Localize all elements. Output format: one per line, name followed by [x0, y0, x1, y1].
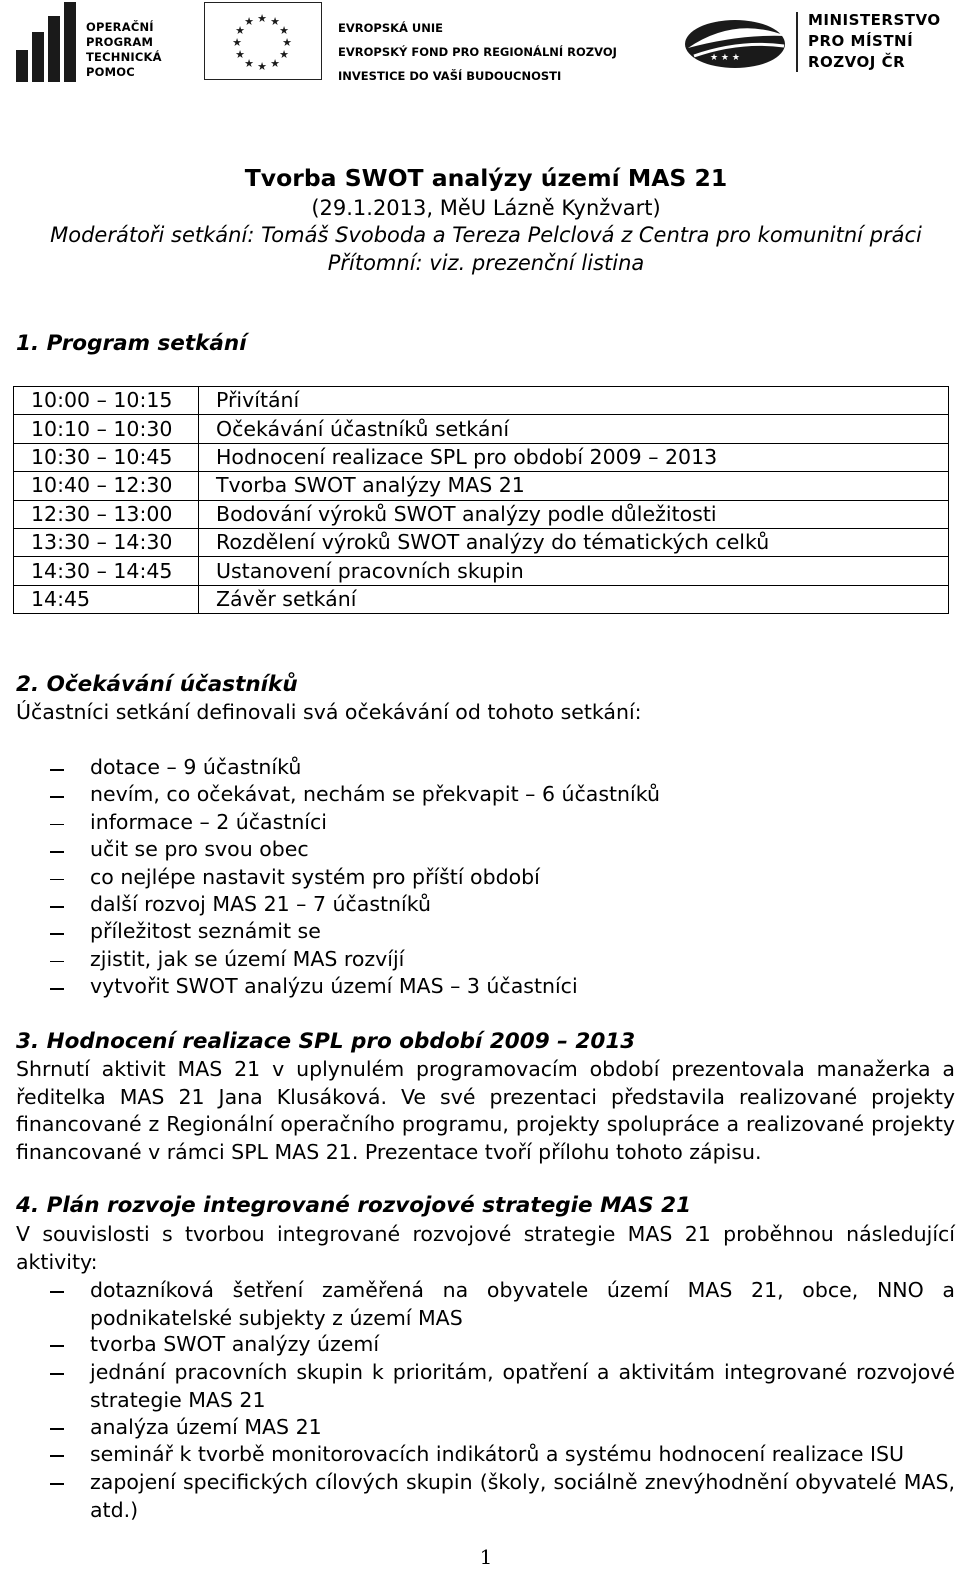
list-item: vytvořit SWOT analýzu území MAS – 3 účastníci: [90, 974, 578, 999]
list-item: nevím, co očekávat, nechám se překvapit – 6 účastníků: [90, 782, 660, 807]
list-item: tvorba SWOT analýzy území: [90, 1332, 380, 1356]
svg-text:★: ★: [270, 15, 280, 28]
program-item: Hodnocení realizace SPL pro období 2009 – 2013: [199, 443, 949, 471]
mmr-logo-emblem-icon: [680, 12, 794, 72]
program-row: [14, 585, 949, 613]
program-item: Ustanovení pracovních skupin: [199, 557, 949, 585]
svg-text:★: ★: [244, 15, 254, 28]
svg-text:★: ★: [279, 24, 289, 37]
list-item: zapojení specifických cílových skupin (školy, sociálně znevýhodnění obyvatelé MAS, atd.): [90, 1470, 955, 1522]
svg-text:★ ★ ★: ★ ★ ★: [710, 53, 740, 63]
program-row: [14, 415, 949, 443]
svg-text:★: ★: [244, 57, 254, 70]
program-time: 14:45: [14, 585, 199, 613]
page-number: 1: [479, 1545, 493, 1569]
section-4-title: 4. Plán rozvoje integrované rozvojové strategie MAS 21: [16, 1193, 692, 1218]
program-time: 10:30 – 10:45: [14, 443, 199, 471]
program-item: Závěr setkání: [199, 585, 949, 613]
svg-text:★: ★: [257, 60, 267, 73]
list-item: učit se pro svou obec: [90, 837, 309, 862]
otp-line-3: TECHNICKÁ: [86, 50, 162, 64]
program-item: Rozdělení výroků SWOT analýzy do tématických celků: [199, 528, 949, 556]
moderators-line: Moderátoři setkání: Tomáš Svoboda a Tereza Pelclová z Centra pro komunitní práci: [50, 223, 922, 247]
section-1-title: 1. Program setkání: [16, 331, 247, 356]
otp-logo-bars-icon: [16, 2, 78, 82]
list-item: další rozvoj MAS 21 – 7 účastníků: [90, 892, 431, 916]
list-bullet-dash: [50, 988, 64, 990]
otp-line-4: POMOC: [86, 65, 135, 79]
list-bullet-dash: [50, 796, 64, 798]
svg-text:★: ★: [235, 24, 245, 37]
list-item: dotace – 9 účastníků: [90, 755, 302, 779]
mmr-logo-text: [808, 10, 941, 73]
list-bullet-dash: [50, 1428, 64, 1430]
list-item: seminář k tvorbě monitorovacích indikátorů a systému hodnocení realizace ISU: [90, 1442, 905, 1466]
mmr-line-1: MINISTERSTVO: [808, 11, 941, 29]
eu-logo-text: [338, 16, 617, 88]
section-3-title: 3. Hodnocení realizace SPL pro období 2009 – 2013: [16, 1029, 636, 1054]
mmr-line-2: PRO MÍSTNÍ: [808, 32, 914, 50]
otp-line-2: PROGRAM: [86, 35, 154, 49]
attendees-line: Přítomní: viz. prezenční listina: [327, 251, 645, 275]
program-row: [14, 472, 949, 500]
program-time: 14:30 – 14:45: [14, 557, 199, 585]
mmr-line-3: ROZVOJ ČR: [808, 53, 906, 71]
section-3-text: Shrnutí aktivit MAS 21 v uplynulém programovacím období prezentovala manažerka a ředitelka MAS 21 Jana Klusáková. Ve své prezentaci představila realizované projekty financované z Regionální operačního programu, projekty spolupráce a realizované projekty financované v rámci SPL MAS 21. Prezentace tvoří přílohu tohoto zápisu.: [16, 1057, 955, 1164]
otp-logo-text: [86, 20, 162, 80]
program-time: 10:00 – 10:15: [14, 387, 199, 415]
list-item: analýza území MAS 21: [90, 1415, 322, 1439]
list-bullet-dash: [50, 824, 64, 826]
svg-text:★: ★: [232, 36, 242, 49]
program-row: [14, 557, 949, 585]
program-item: Přivítání: [199, 387, 949, 415]
program-row: [14, 528, 949, 556]
list-item: dotazníková šetření zaměřená na obyvatele území MAS 21, obce, NNO a podnikatelské subjekty z území MAS: [90, 1278, 955, 1330]
eu-stars-icon: [205, 3, 320, 78]
program-time: 10:40 – 12:30: [14, 472, 199, 500]
list-bullet-dash: [50, 933, 64, 935]
eu-line-3: INVESTICE DO VAŠÍ BUDOUCNOSTI: [338, 69, 562, 83]
list-bullet-dash: [50, 1373, 64, 1375]
list-bullet-dash: [50, 1291, 64, 1293]
program-item: Očekávání účastníků setkání: [199, 415, 949, 443]
svg-text:★: ★: [282, 36, 292, 49]
program-row: [14, 443, 949, 471]
list-item: příležitost seznámit se: [90, 919, 321, 944]
svg-text:★: ★: [279, 48, 289, 61]
program-time: 13:30 – 14:30: [14, 528, 199, 556]
document-date: (29.1.2013, MěU Lázně Kynžvart): [311, 196, 661, 220]
program-item: Bodování výroků SWOT analýzy podle důležitosti: [199, 500, 949, 528]
list-item: zjistit, jak se území MAS rozvíjí: [90, 946, 405, 971]
program-item: Tvorba SWOT analýzy MAS 21: [199, 472, 949, 500]
svg-text:★: ★: [270, 57, 280, 70]
list-bullet-dash: [50, 961, 64, 963]
otp-line-1: OPERAČNÍ: [86, 20, 154, 34]
section-4-intro: V souvislosti s tvorbou integrované rozvojové strategie MAS 21 proběhnou následující aktivity:: [16, 1222, 955, 1274]
list-bullet-dash: [50, 769, 64, 771]
list-item: informace – 2 účastníci: [90, 809, 327, 834]
section-2-title: 2. Očekávání účastníků: [16, 672, 298, 697]
list-item: jednání pracovních skupin k prioritám, opatření a aktivitám integrované rozvojové strategie MAS 21: [90, 1360, 955, 1412]
list-bullet-dash: [50, 879, 64, 881]
list-bullet-dash: [50, 906, 64, 908]
eu-line-1: EVROPSKÁ UNIE: [338, 21, 444, 35]
list-bullet-dash: [50, 1483, 64, 1485]
program-table: [13, 386, 949, 614]
program-time: 12:30 – 13:00: [14, 500, 199, 528]
svg-text:★: ★: [257, 12, 267, 25]
list-bullet-dash: [50, 1345, 64, 1347]
eu-flag-icon: [204, 2, 322, 80]
eu-line-2: EVROPSKÝ FOND PRO REGIONÁLNÍ ROZVOJ: [338, 45, 617, 59]
mmr-logo-divider: [796, 12, 798, 72]
list-item: co nejlépe nastavit systém pro příští období: [90, 864, 540, 889]
list-bullet-dash: [50, 1455, 64, 1457]
program-row: [14, 387, 949, 415]
svg-text:★: ★: [235, 48, 245, 61]
list-bullet-dash: [50, 851, 64, 853]
document-title: Tvorba SWOT analýzy území MAS 21: [244, 164, 728, 192]
program-row: [14, 500, 949, 528]
program-time: 10:10 – 10:30: [14, 415, 199, 443]
section-2-intro: Účastníci setkání definovali svá očekávání od tohoto setkání:: [16, 700, 642, 724]
